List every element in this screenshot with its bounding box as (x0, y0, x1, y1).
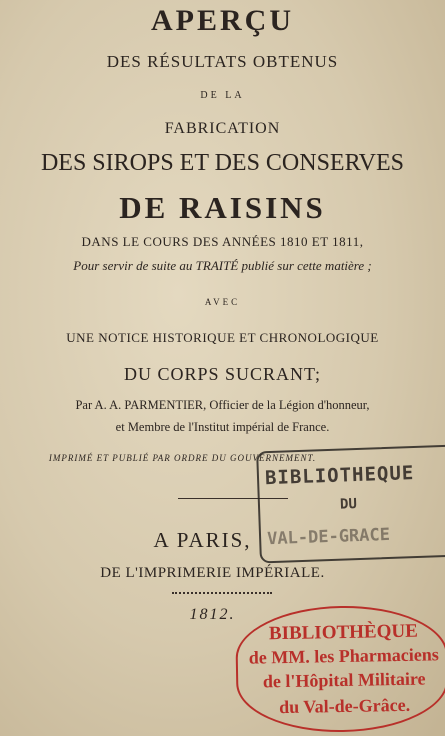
subtitle-line-3: FABRICATION (164, 120, 281, 137)
stamp-red-line-4: du Val-de-Grâce. (278, 694, 411, 718)
subtitle-line-2: DE LA (200, 90, 245, 101)
subtitle-line-1: DES RÉSULTATS OBTENUS (106, 52, 339, 71)
library-stamp-red (235, 604, 445, 734)
author-line-2: et Membre de l'Institut impérial de France. (115, 420, 330, 434)
dotted-divider (172, 592, 272, 594)
stamp-black-line-1: BIBLIOTHEQUE (264, 462, 415, 490)
main-title: APERÇU (151, 4, 294, 37)
printed-by-order-line: IMPRIMÉ ET PUBLIÉ PAR ORDRE DU GOUVERNEMENT. (48, 453, 317, 463)
subtitle-line-4: DES SIROPS ET DES CONSERVES (40, 150, 405, 176)
stamp-red-line-1: BIBLIOTHÈQUE (268, 620, 418, 645)
purpose-line: Pour servir de suite au TRAITÉ publié sur cette matière ; (73, 258, 372, 273)
stamp-black-line-2: DU (339, 496, 358, 513)
years-line: DANS LE COURS DES ANNÉES 1810 ET 1811, (81, 234, 364, 249)
author-line-1: Par A. A. PARMENTIER, Officier de la Légion d'honneur, (75, 398, 370, 412)
corps-sucrant-line: DU CORPS SUCRANT; (123, 364, 322, 384)
stamp-red-line-2: de MM. les Pharmaciens (248, 644, 439, 668)
stamp-black-line-3: VAL-DE-GRACE (266, 524, 391, 550)
avec-line: AVEC (204, 297, 241, 307)
notice-line: UNE NOTICE HISTORIQUE ET CHRONOLOGIQUE (66, 330, 379, 345)
library-stamp-black (256, 445, 445, 564)
place-line: A PARIS, (153, 528, 252, 552)
stamp-red-line-3: de l'Hôpital Militaire (262, 668, 426, 692)
year-line: 1812. (189, 606, 236, 623)
printer-line: DE L'IMPRIMERIE IMPÉRIALE. (100, 565, 325, 581)
subtitle-line-5: DE RAISINS (119, 190, 326, 225)
